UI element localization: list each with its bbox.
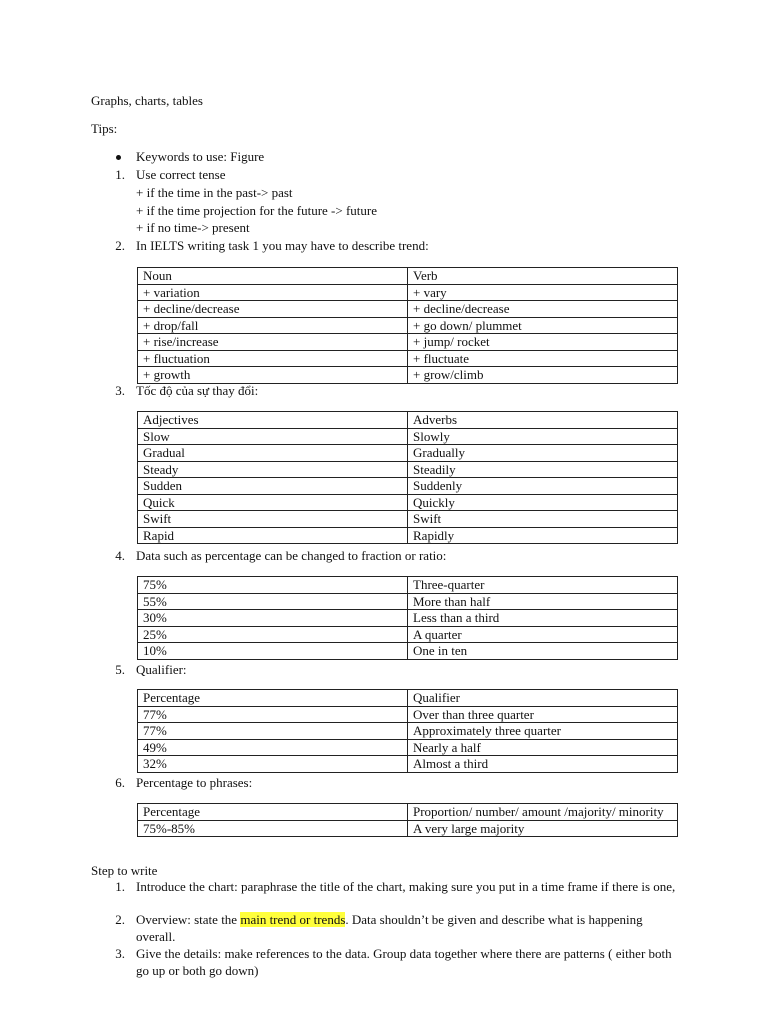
speed-of-change-table bbox=[137, 411, 678, 544]
table-cell: + decline/decrease bbox=[408, 301, 678, 318]
table-cell: Slow bbox=[138, 428, 408, 445]
list-marker-2: 2. bbox=[115, 238, 125, 253]
table-row bbox=[138, 367, 678, 384]
table-cell: Nearly a half bbox=[408, 739, 678, 756]
table-cell: Gradually bbox=[408, 445, 678, 462]
table-row bbox=[138, 317, 678, 334]
table-cell: Three-quarter bbox=[408, 577, 678, 594]
table-cell: 77% bbox=[138, 706, 408, 723]
table-row bbox=[138, 494, 678, 511]
table-row bbox=[138, 445, 678, 462]
table-cell: Steadily bbox=[408, 461, 678, 478]
table-row bbox=[138, 804, 678, 821]
table-cell: 49% bbox=[138, 739, 408, 756]
table-row bbox=[138, 643, 678, 660]
table-cell: Steady bbox=[138, 461, 408, 478]
step-3-text: Give the details: make references to the data. Group data together where there are patterns ( either both go up or both go down) bbox=[136, 946, 672, 978]
table-cell: Gradual bbox=[138, 445, 408, 462]
table-row bbox=[138, 756, 678, 773]
table-row bbox=[138, 350, 678, 367]
steps-label: Step to write bbox=[91, 863, 158, 878]
table-cell: Qualifier bbox=[408, 690, 678, 707]
list-marker-3: 3. bbox=[115, 383, 125, 398]
table-cell: + decline/decrease bbox=[138, 301, 408, 318]
item6-text: Percentage to phrases: bbox=[136, 775, 253, 790]
table-cell: 75%-85% bbox=[138, 820, 408, 837]
table-row bbox=[138, 820, 678, 837]
step-1-text: Introduce the chart: paraphrase the title of the chart, making sure you put in a time frame if there is one, bbox=[136, 879, 676, 894]
step-2-highlight: main trend or trends bbox=[240, 912, 346, 927]
table-cell: + jump/ rocket bbox=[408, 334, 678, 351]
table-cell: Slowly bbox=[408, 428, 678, 445]
document-title: Graphs, charts, tables bbox=[91, 93, 203, 108]
table-cell: A quarter bbox=[408, 626, 678, 643]
table-row bbox=[138, 461, 678, 478]
table-cell: 32% bbox=[138, 756, 408, 773]
step-marker-2: 2. bbox=[115, 912, 125, 927]
table-row bbox=[138, 706, 678, 723]
table-cell: Adverbs bbox=[408, 412, 678, 429]
table-cell: Less than a third bbox=[408, 610, 678, 627]
table-cell: 10% bbox=[138, 643, 408, 660]
table-cell: One in ten bbox=[408, 643, 678, 660]
table-cell: + fluctuate bbox=[408, 350, 678, 367]
table-cell: Almost a third bbox=[408, 756, 678, 773]
table-cell: 77% bbox=[138, 723, 408, 740]
table-cell: Adjectives bbox=[138, 412, 408, 429]
table-cell: Suddenly bbox=[408, 478, 678, 495]
table-row bbox=[138, 478, 678, 495]
table-row bbox=[138, 610, 678, 627]
table-row bbox=[138, 334, 678, 351]
table-row bbox=[138, 412, 678, 429]
percentage-phrases-table bbox=[137, 803, 678, 837]
table-row bbox=[138, 626, 678, 643]
table-row bbox=[138, 284, 678, 301]
table-cell: 30% bbox=[138, 610, 408, 627]
table-row bbox=[138, 268, 678, 285]
table-cell: Approximately three quarter bbox=[408, 723, 678, 740]
step-2-before: Overview: state the bbox=[136, 912, 241, 927]
table-cell: Sudden bbox=[138, 478, 408, 495]
item1-sub-2: + if the time projection for the future -> future bbox=[136, 203, 377, 218]
table-cell: + variation bbox=[138, 284, 408, 301]
table-cell: + rise/increase bbox=[138, 334, 408, 351]
table-cell: + grow/climb bbox=[408, 367, 678, 384]
step-marker-1: 1. bbox=[115, 879, 125, 894]
table-row bbox=[138, 593, 678, 610]
item1-text: Use correct tense bbox=[136, 167, 226, 182]
table-cell: Noun bbox=[138, 268, 408, 285]
item4-text: Data such as percentage can be changed to fraction or ratio: bbox=[136, 548, 447, 563]
table-cell: Rapid bbox=[138, 527, 408, 544]
bullet-dot-icon bbox=[116, 155, 121, 160]
table-cell: + growth bbox=[138, 367, 408, 384]
fraction-table bbox=[137, 576, 678, 660]
table-cell: + go down/ plummet bbox=[408, 317, 678, 334]
qualifier-table bbox=[137, 689, 678, 773]
table-cell: Swift bbox=[408, 511, 678, 528]
table-row bbox=[138, 577, 678, 594]
list-marker-5: 5. bbox=[115, 662, 125, 677]
table-cell: More than half bbox=[408, 593, 678, 610]
table-row bbox=[138, 527, 678, 544]
list-marker-1: 1. bbox=[115, 167, 125, 182]
step-2-text bbox=[136, 912, 681, 945]
step-marker-3: 3. bbox=[115, 946, 125, 961]
table-cell: 55% bbox=[138, 593, 408, 610]
step-2-after: . Data shouldn’t be given and describe what is happening overall. bbox=[136, 912, 643, 944]
table-cell: Over than three quarter bbox=[408, 706, 678, 723]
table-cell: + vary bbox=[408, 284, 678, 301]
table-cell: A very large majority bbox=[408, 820, 678, 837]
list-marker-4: 4. bbox=[115, 548, 125, 563]
bullet-keywords: Keywords to use: Figure bbox=[136, 149, 265, 164]
table-cell: + fluctuation bbox=[138, 350, 408, 367]
table-cell: Swift bbox=[138, 511, 408, 528]
item2-text: In IELTS writing task 1 you may have to describe trend: bbox=[136, 238, 429, 253]
item5-text: Qualifier: bbox=[136, 662, 187, 677]
table-cell: Rapidly bbox=[408, 527, 678, 544]
table-row bbox=[138, 723, 678, 740]
table-cell: + drop/fall bbox=[138, 317, 408, 334]
table-cell: Verb bbox=[408, 268, 678, 285]
table-cell: Proportion/ number/ amount /majority/ minority bbox=[408, 804, 678, 821]
table-cell: Percentage bbox=[138, 804, 408, 821]
table-row bbox=[138, 511, 678, 528]
item1-sub-3: + if no time-> present bbox=[136, 220, 250, 235]
table-cell: Quickly bbox=[408, 494, 678, 511]
table-cell: 75% bbox=[138, 577, 408, 594]
table-row bbox=[138, 739, 678, 756]
table-row bbox=[138, 301, 678, 318]
table-row bbox=[138, 690, 678, 707]
table-cell: Percentage bbox=[138, 690, 408, 707]
table-cell: Quick bbox=[138, 494, 408, 511]
item1-sub-1: + if the time in the past-> past bbox=[136, 185, 293, 200]
list-marker-6: 6. bbox=[115, 775, 125, 790]
table-cell: 25% bbox=[138, 626, 408, 643]
item3-text: Tốc độ của sự thay đổi: bbox=[136, 383, 259, 398]
trend-vocabulary-table bbox=[137, 267, 678, 384]
table-row bbox=[138, 428, 678, 445]
tips-label: Tips: bbox=[91, 121, 118, 136]
